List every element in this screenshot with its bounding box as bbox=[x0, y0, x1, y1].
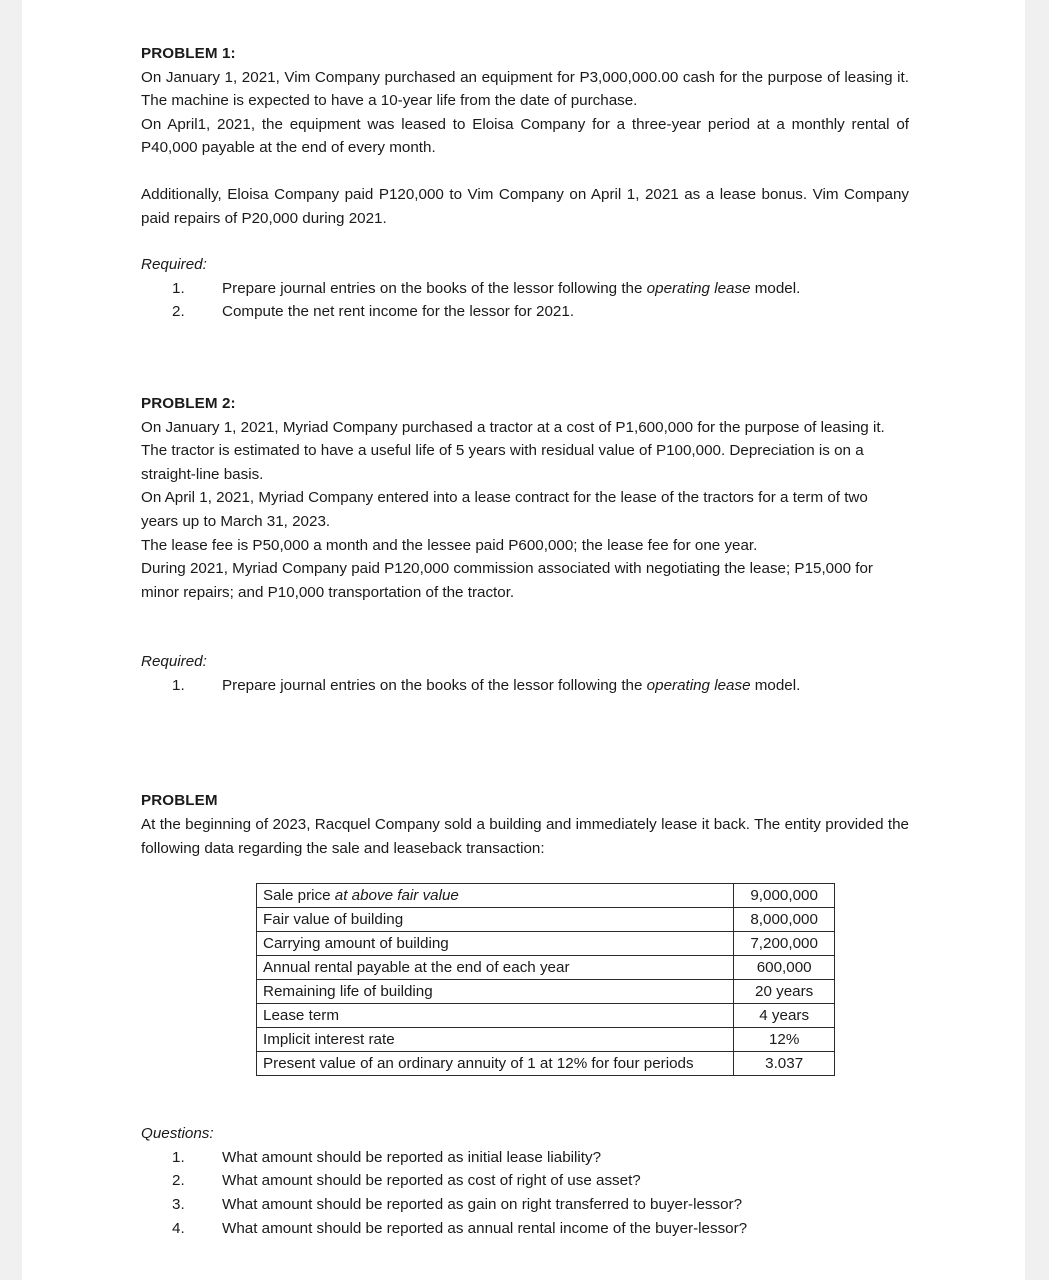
problem-3-heading: PROBLEM bbox=[141, 792, 218, 810]
list-item-text-italic: operating lease bbox=[646, 279, 751, 297]
table-row bbox=[257, 1004, 835, 1028]
problem-2-paragraph-1: On January 1, 2021, Myriad Company purchased a tractor at a cost of P1,600,000 for the purpose of leasing it. bbox=[141, 418, 885, 436]
list-item-number: 2. bbox=[172, 303, 185, 321]
problem-2-requirements-list bbox=[141, 674, 909, 698]
list-item bbox=[141, 1193, 909, 1217]
spacer bbox=[141, 1076, 909, 1122]
problem-1-heading: PROBLEM 1: bbox=[141, 45, 236, 62]
problem-1-required-label: Required: bbox=[141, 256, 207, 274]
problem-3-section bbox=[141, 789, 909, 1240]
table-cell-label bbox=[257, 908, 734, 932]
list-item bbox=[141, 300, 909, 324]
table-cell-label bbox=[257, 1052, 734, 1076]
problem-1-section bbox=[141, 42, 909, 324]
list-item-number: 1. bbox=[172, 676, 185, 694]
problem-2-section bbox=[141, 392, 909, 698]
table-cell-label bbox=[257, 884, 734, 908]
spacer bbox=[141, 324, 909, 392]
list-item bbox=[141, 674, 909, 698]
problem-2-paragraph-2: The tractor is estimated to have a useful life of 5 years with residual value of P100,000. Depreciation is on a straight-line basis. bbox=[141, 442, 864, 483]
problem-2-paragraph-5: During 2021, Myriad Company paid P120,000 commission associated with negotiating the lease; P15,000 for minor repairs; and P10,000 transportation of the tractor. bbox=[141, 560, 873, 601]
list-item-number: 1. bbox=[172, 1148, 185, 1166]
table-cell-label bbox=[257, 1028, 734, 1052]
list-item-number: 2. bbox=[172, 1172, 185, 1190]
table-row bbox=[257, 1028, 835, 1052]
table-cell-label bbox=[257, 956, 734, 980]
table-row bbox=[257, 1052, 835, 1076]
document-content bbox=[141, 42, 909, 1240]
list-item-text-italic: operating lease bbox=[646, 676, 751, 694]
table-row bbox=[257, 956, 835, 980]
list-item-text-before: Prepare journal entries on the books of the lessor following the bbox=[222, 676, 647, 694]
problem-1-paragraph-1: On January 1, 2021, Vim Company purchased an equipment for P3,000,000.00 cash for the purpose of leasing it. The machine is expected to have a 10-year life from the date of purchase. bbox=[141, 68, 909, 110]
table-cell-label bbox=[257, 932, 734, 956]
problem-2-paragraph-3: On April 1, 2021, Myriad Company entered into a lease contract for the lease of the tractors for a term of two years up to March 31, 2023. bbox=[141, 489, 868, 530]
table-label-plain: Remaining life of building bbox=[263, 983, 433, 1001]
list-item-text-before: Compute the net rent income for the lessor for 2021. bbox=[222, 303, 575, 321]
problem-2-heading: PROBLEM 2: bbox=[141, 394, 236, 412]
table-row bbox=[257, 980, 835, 1004]
table-label-plain: Lease term bbox=[263, 1007, 339, 1025]
problem-1-paragraph-3: Additionally, Eloisa Company paid P120,000 to Vim Company on April 1, 2021 as a lease bonus. Vim Company paid repairs of P20,000 during 2021. bbox=[141, 185, 909, 227]
table-cell-label bbox=[257, 980, 734, 1004]
list-item-text: What amount should be reported as annual rental income of the buyer-lessor? bbox=[222, 1219, 748, 1237]
problem-2-required-label: Required: bbox=[141, 653, 207, 671]
table-cell-label bbox=[257, 1004, 734, 1028]
problem-1-requirements-list bbox=[141, 277, 909, 324]
table-cell-value: 4 years bbox=[734, 1004, 835, 1028]
table-row bbox=[257, 932, 835, 956]
table-label-italic: at above fair value bbox=[334, 887, 459, 905]
table-cell-value: 7,200,000 bbox=[734, 932, 835, 956]
list-item bbox=[141, 1169, 909, 1193]
spacer bbox=[141, 160, 909, 183]
questions-label: Questions: bbox=[141, 1125, 214, 1143]
problem-2-paragraph-4: The lease fee is P50,000 a month and the lessee paid P600,000; the lease fee for one year. bbox=[141, 536, 758, 554]
table-label-plain: Carrying amount of building bbox=[263, 935, 449, 953]
spacer bbox=[141, 230, 909, 253]
table-cell-value: 12% bbox=[734, 1028, 835, 1052]
list-item bbox=[141, 1146, 909, 1170]
table-cell-value: 9,000,000 bbox=[734, 884, 835, 908]
table-row bbox=[257, 908, 835, 932]
list-item-text-after: model. bbox=[750, 279, 801, 297]
table-cell-value: 600,000 bbox=[734, 956, 835, 980]
table-cell-value: 20 years bbox=[734, 980, 835, 1004]
leaseback-data-table-wrapper bbox=[256, 883, 835, 1076]
table-label-plain: Annual rental payable at the end of each year bbox=[263, 959, 570, 977]
problem-3-paragraph-1: At the beginning of 2023, Racquel Company sold a building and immediately lease it back. The entity provided the following data regarding the sale and leaseback transaction: bbox=[141, 816, 909, 857]
questions-list bbox=[141, 1146, 909, 1240]
list-item-number: 3. bbox=[172, 1196, 185, 1214]
list-item-number: 1. bbox=[172, 279, 185, 297]
leaseback-data-table bbox=[256, 883, 835, 1076]
table-label-plain: Fair value of building bbox=[263, 911, 404, 929]
spacer bbox=[141, 604, 909, 650]
document-page bbox=[22, 0, 1025, 1280]
table-label-plain: Sale price bbox=[263, 887, 335, 905]
problem-1-paragraph-2: On April1, 2021, the equipment was leased to Eloisa Company for a three-year period at a monthly rental of P40,000 payable at the end of every month. bbox=[141, 115, 909, 157]
table-row bbox=[257, 884, 835, 908]
table-cell-value: 3.037 bbox=[734, 1052, 835, 1076]
list-item bbox=[141, 277, 909, 301]
list-item-text: What amount should be reported as initial lease liability? bbox=[222, 1148, 602, 1166]
list-item-text-before: Prepare journal entries on the books of the lessor following the bbox=[222, 279, 647, 297]
table-cell-value: 8,000,000 bbox=[734, 908, 835, 932]
list-item-number: 4. bbox=[172, 1219, 185, 1237]
list-item-text: What amount should be reported as cost of right of use asset? bbox=[222, 1172, 641, 1190]
table-label-plain: Present value of an ordinary annuity of 1 at 12% for four periods bbox=[263, 1055, 694, 1073]
list-item-text: What amount should be reported as gain on right transferred to buyer-lessor? bbox=[222, 1196, 743, 1214]
spacer bbox=[141, 697, 909, 789]
spacer bbox=[141, 860, 909, 883]
table-label-plain: Implicit interest rate bbox=[263, 1031, 395, 1049]
list-item-text-after: model. bbox=[750, 676, 801, 694]
list-item bbox=[141, 1217, 909, 1241]
